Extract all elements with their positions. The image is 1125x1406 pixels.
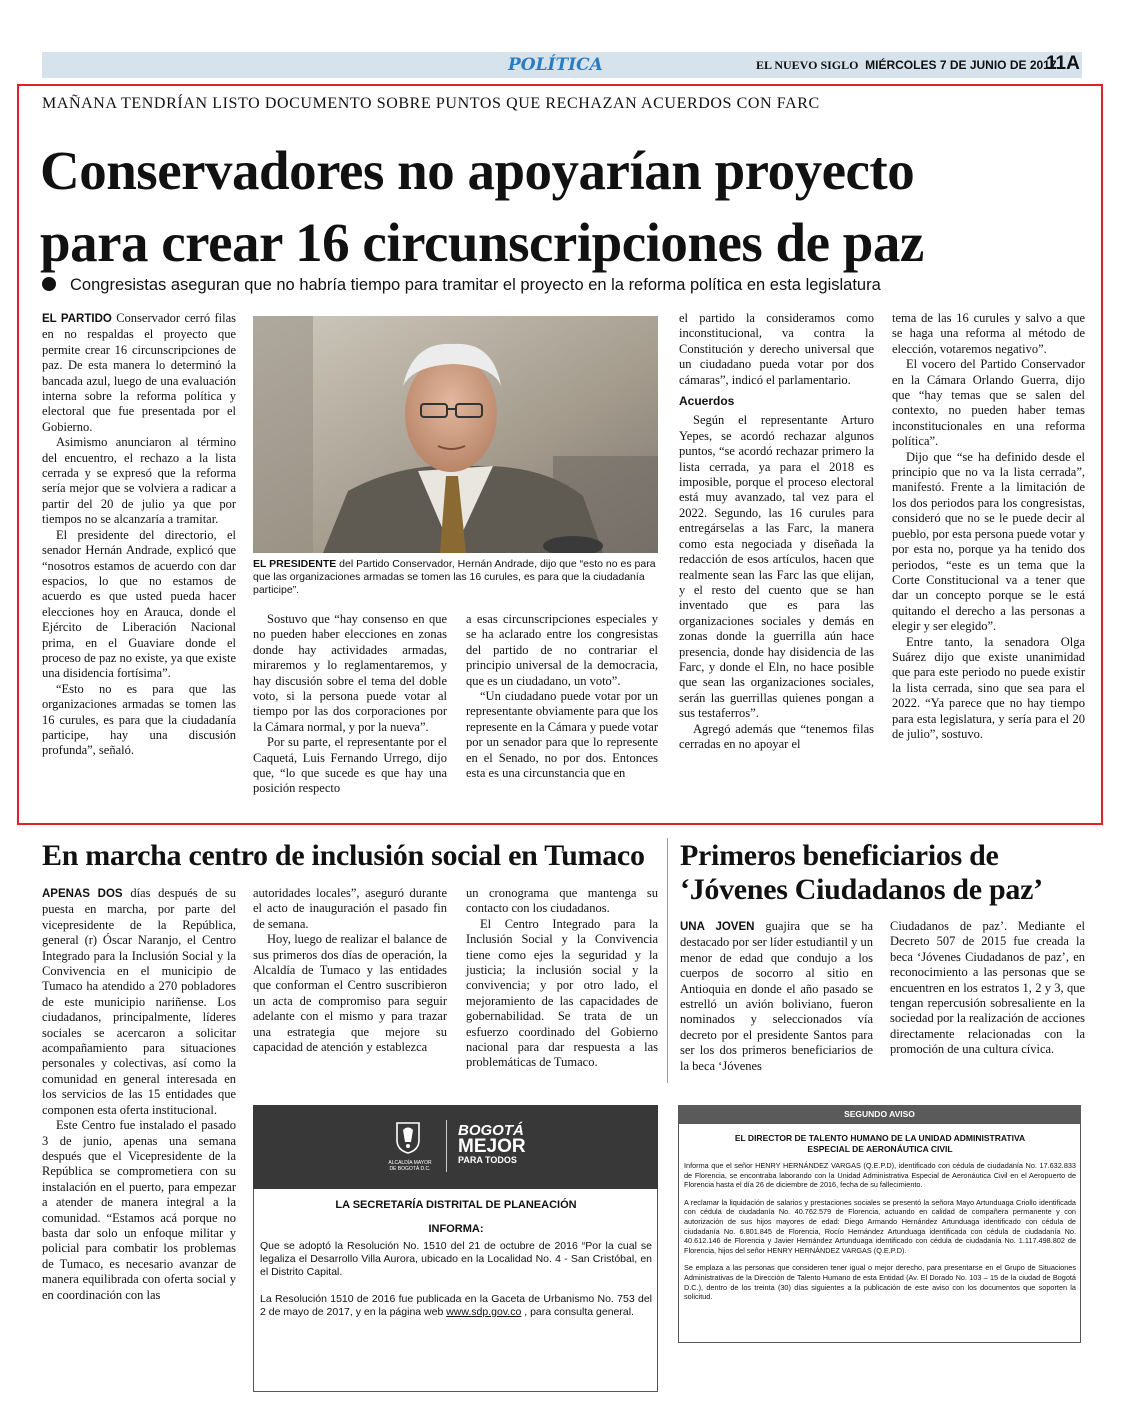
issue-date: MIÉRCOLES 7 DE JUNIO DE 2017 [865, 58, 1057, 72]
paragraph: días después de su puesta en marcha, por parte del vicepresidente de la República, general (r) Óscar Naranjo, el Centro Integrado para la Inclusión Social y la Convivencia en el municipio de Tumaco ha atendido a 270 pobladores de este municipio nariñense. Los ciudadanos, principalmente, líderes sociales se acercaron a solicitar acompañamiento para situaciones personales y colectivas, así como la comunidad en general interesada en los servicios de las 15 entidades que componen esta oferta institucional. [42, 886, 237, 1117]
caption-text: del Partido Conservador, Hernán Andrade, dijo que “esto no es para que las organizaciones armadas se tomen las 16 curules, es para que la ciudadanía participe”. [253, 558, 656, 596]
tumaco-column-3 [466, 886, 658, 1071]
tumaco-column-1 [42, 886, 236, 1303]
logo-line: PARA TODOS [458, 1155, 517, 1165]
article-column-5 [892, 311, 1085, 742]
sdp-ad-informa: INFORMA: [428, 1223, 484, 1235]
paragraph: Asimismo anunciaron al término del encuentro, el rechazo a la lista cerrada y se expresó que la reforma sería mejor que se volviera a radicar a partir del 20 de julio ya que por tiempos no se alcanzaría a tramitar. [42, 435, 236, 527]
article-column-4 [679, 311, 874, 752]
masthead [756, 58, 1057, 73]
subhead-text: Congresistas aseguran que no habría tiempo para tramitar el proyecto en la reforma política en esta legislatura [70, 276, 881, 294]
photo-image [253, 316, 658, 553]
paragraph: Entre tanto, la senadora Olga Suárez dijo que existe unanimidad que para este periodo no puede existir la lista cerrada, sino que sea para el 2022. “Ya parece que no hay tiempo para esta legislatura, y sería para el 20 de julio”, sostuvo. [892, 634, 1085, 741]
sdp-ad-body [260, 1195, 652, 1319]
lead-in: UNA JOVEN [680, 921, 755, 933]
paragraph: autoridades locales”, aseguró durante el acto de inauguración el pasado fin de semana. [253, 886, 447, 931]
caption-lead: EL PRESIDENTE [253, 558, 337, 570]
jovenes-column-2 [890, 919, 1085, 1058]
headline [40, 135, 1070, 279]
notice-paragraph: Se emplaza a las personas que consideren tener igual o mejor derecho, para presentarse en el Grupo de Situaciones Administrativas de la Dirección de Talento Humano de esta Entidad (Av. El Dorado No. 103 – 15 de la ciudad de Bogotá D.C.), dentro de los treinta (30) días siguientes a la publicación de este aviso con los documentos que soporten la solicitud. [684, 1263, 1076, 1302]
paper-name: EL NUEVO SIGLO [756, 58, 859, 72]
headline-line-1: Conservadores no apoyarían proyecto [40, 140, 915, 201]
logo-line: BOGOTÁ [458, 1122, 524, 1139]
article-column-1 [42, 311, 236, 759]
paragraph: a esas circunscripciones especiales y se ha aclarado entre los congresistas del partido de no contrariar el principio universal de la democracia, que es un ciudadano, un voto”. [466, 612, 658, 688]
paragraph: Según el representante Arturo Yepes, se acordó rechazar algunos puntos, “se acordó rechazar primero la lista cerrada, ya para el 2018 es imposible, porque el proceso electoral está muy avanzado, tal vez para el 2022. Segundo, las 16 curules para entregárselas a las Farc, la manera como esta negociada y diseñada la redacción de esos artículos, hacen que realmente sean las Farc las que elijan, y el resto del cuento que se han inventado que es para las organizaciones sociales y demás en zonas donde la guerrilla aún hace presencia, donde hay disidencia de las Farc, y donde el Eln, no hace posible que sean las organizaciones sociales, serán las guerrillas quienes pongan a sus testaferros”. [679, 413, 874, 721]
subtitle-acuerdos: Acuerdos [679, 394, 735, 409]
logo-line: ALCALDÍA MAYOR [388, 1160, 432, 1166]
paragraph: tema de las 16 curules y salvo a que se haga una reforma al método de elección, votaremos negativo”. [892, 311, 1085, 356]
section-name: POLÍTICA [508, 55, 603, 75]
logo-line: DE BOGOTÁ D.C. [389, 1166, 431, 1172]
sdp-ad-logo-band [253, 1105, 658, 1189]
sdp-ad-paragraph-2 [260, 1293, 652, 1319]
paragraph: Conservador cerró filas en no respaldas el proyecto que permite crear 16 circunscripciones de paz. De esta manera lo determinó la bancada azul, luego de una evaluación interna sobre la reforma política y electoral que fue presentada por el Gobierno. [42, 311, 236, 434]
paragraph: El presidente del directorio, el senador Hernán Andrade, explicó que “nosotros estamos de acuerdo con dar espacios, lo que no estamos de acuerdo es que usted pueda hacer elecciones hoy en Arauca, donde el Ejército de Liberación Nacional prima, en el Guaviare donde el proceso de paz no existe, ya que existe una disidencia fortísima”. [42, 527, 236, 681]
sdp-ad-title: LA SECRETARÍA DISTRITAL DE PLANEACIÓN [335, 1199, 577, 1211]
jovenes-headline-line-1: Primeros beneficiarios de [680, 839, 999, 872]
logo-line: MEJOR [458, 1136, 526, 1157]
notice-title: EL DIRECTOR DE TALENTO HUMANO DE LA UNIDAD ADMINISTRATIVA ESPECIAL DE AERONÁUTICA CIVIL [734, 1133, 1026, 1154]
paragraph: El vocero del Partido Conservador en la Cámara Orlando Guerra, dijo que “hay temas que se salen del contexto, no pueden haber temas inconstitucionales en una reforma política”. [892, 357, 1085, 449]
notice-paragraph: A reclamar la liquidación de salarios y prestaciones sociales se presentó la señora Mayo Artunduaga Criollo identificada con cédula de ciudadanía No. 40.762.579 de Florencia, actuando en calidad de compañera permanente y con autorización de sus hijos mayores de edad: Diego Armando Hernández Artunduaga identificado con cédula de ciudadanía No. 6.801.845 de Florencia, Rocío Hernández Artunduaga identificada con cédula de ciudadanía No. 40.612.146 de Florencia y Javier Hernández Artunduaga identificado con cédula de ciudadanía No. 1.117.498.802 de Florencia, hijos del señor HENRY HERNÁNDEZ VARGAS (Q.E.P.D). [684, 1197, 1076, 1255]
bogota-mejor-logo [458, 1123, 526, 1165]
jovenes-headline-line-2: ‘Jóvenes Ciudadanos de paz’ [680, 873, 1043, 906]
lead-in: APENAS DOS [42, 888, 123, 900]
jovenes-headline [680, 839, 1080, 907]
paragraph: “Esto no es para que las organizaciones armadas se tomen las 16 curules, es para que la ciudadanía participe, hay una discusión profunda”, señaló. [42, 681, 236, 758]
paragraph: Sostuvo que “hay consenso en que no pueden haber elecciones en zonas donde hay actividades armadas, miraremos y lo reglamentaremos, y hay discusión sobre el tema del doble voto, si la persona puede votar al tiempo por las dos corporaciones por la Cámara normal, y por la nueva”. [253, 612, 447, 734]
text: , para consulta general. [521, 1306, 634, 1318]
coat-of-arms-icon [395, 1120, 421, 1154]
sdp-website-link[interactable]: www.sdp.gov.co [446, 1306, 522, 1318]
paragraph: Este Centro fue instalado el pasado 3 de junio, apenas una semana después que el Vicepresidente de la República se comprometiera con su instalación en el puerto, para empezar a atender de manera integral a la comunidad. “Estamos acá porque no basta dar solo un enfoque militar y policial para combatir los problemas de Tumaco, es necesario avanzar de manera equilibrada con oferta social y en coordinación con las [42, 1118, 236, 1302]
sdp-ad-paragraph: Que se adoptó la Resolución No. 1510 del 21 de octubre de 2016 “Por la cual se legaliza el Desarrollo Villa Aurora, ubicado en la Localidad No. 4 - San Cristóbal, en el Distrito Capital. [260, 1240, 652, 1278]
paragraph: Agregó además que “tenemos filas cerradas en no apoyar el [679, 721, 874, 751]
photo-caption [253, 558, 658, 597]
paragraph: Dijo que “se ha definido desde el principio que no va la lista cerrada”, manifestó. Frente a la limitación de los dos periodos para los congresistas, consideró que no se le puede decir al pueblo, por esta persona puede votar y por esta no, porque ya ha tenido dos periodos, “este es un tema que la Corte Constitucional va a tener que dar un concepto porque se le está quitando el derecho a las personas a elegir y ser elegido”. [892, 449, 1085, 634]
jovenes-column-1 [680, 919, 873, 1074]
paragraph: El Centro Integrado para la Inclusión Social y la Convivencia tiene como ejes la seguridad y la justicia; la inclusión social y la convivencia; y por otro lado, el mejoramiento de las capacidades de gobernabilidad. Se trata de un esfuerzo coordinado del Gobierno nacional para dar respuesta a las problemáticas de Tumaco. [466, 916, 658, 1070]
paragraph: Ciudadanos de paz’. Mediante el Decreto 507 de 2015 fue creada la beca ‘Jóvenes Ciudadanos de paz’, en reconocimiento a las personas que se encuentren en los estratos 1, 2 y 3, que tengan repercusión sobresaliente en la sociedad por la realización de acciones directamente relacionadas con la promoción de una cultura cívica. [890, 919, 1085, 1057]
paragraph: un cronograma que mantenga su contacto con los ciudadanos. [466, 886, 658, 916]
lead-in: EL PARTIDO [42, 313, 112, 325]
logo-separator [446, 1120, 447, 1172]
tumaco-headline: En marcha centro de inclusión social en Tumaco [42, 839, 645, 872]
column-divider [667, 838, 668, 1083]
article-column-3 [466, 612, 658, 781]
bullet-icon [42, 277, 56, 291]
subhead [42, 276, 881, 295]
paragraph: “Un ciudadano puede votar por un representante obviamente para que los represente en la Cámara y puede votar por un senador para que lo represente en el Senado, no por dos. Entonces esta es una circunstancia que en [466, 689, 658, 781]
article-photo [253, 316, 658, 553]
text: La Resolución 1510 de 2016 fue publicada en la Gaceta de Urbanismo No. 753 del 2 de mayo de 2017, y en la página web [260, 1293, 652, 1318]
kicker: MAÑANA TENDRÍAN LISTO DOCUMENTO SOBRE PUNTOS QUE RECHAZAN ACUERDOS CON FARC [42, 95, 820, 112]
article-column-2 [253, 612, 447, 797]
alcaldia-logo-text [380, 1160, 440, 1172]
page-number: 11A [1046, 53, 1080, 74]
paragraph: Hoy, luego de realizar el balance de sus primeros dos días de operación, la Alcaldía de Tumaco y las entidades que conforman el Centro suscribieron un acta de compromiso para seguir adelante con el mismo y para trazar una estrategia que mejore su capacidad de atención y establezca [253, 932, 447, 1055]
notice-paragraph: Informa que el señor HENRY HERNÁNDEZ VARGAS (Q.E.P.D), identificado con cédula de ciudadanía No. 17.632.833 de Florencia, se encontraba laborando con la Unidad Administrativa Especial de Aeronáutica Civil en el Aeropuerto de Florencia hasta el día 26 de diciembre de 2016, fecha de su fallecimiento. [684, 1161, 1076, 1190]
headline-line-2: para crear 16 circunscripciones de paz [40, 212, 924, 273]
paragraph: el partido la consideramos como inconstitucional, va contra la Constitución y derecho universal que un ciudadano pueda votar por dos cámaras”, indicó el parlamentario. [679, 311, 874, 387]
paragraph: Por su parte, el representante por el Caquetá, Luis Fernando Urrego, dijo que, “lo que sucede es que hay una posición respecto [253, 735, 447, 796]
paragraph: guajira que se ha destacado por ser líder estudiantil y un menor de edad que condujo a los cuerpos de socorro al sitio en Antioquia en donde el año pasado se estrelló un avión boliviano, fueron nominados y seleccionados vía decreto por el presidente Santos para ser los dos primeros beneficiarios de la beca ‘Jóvenes [680, 919, 874, 1073]
tumaco-column-2 [253, 886, 447, 1055]
notice-body [684, 1133, 1076, 1302]
notice-label: SEGUNDO AVISO [678, 1105, 1081, 1124]
